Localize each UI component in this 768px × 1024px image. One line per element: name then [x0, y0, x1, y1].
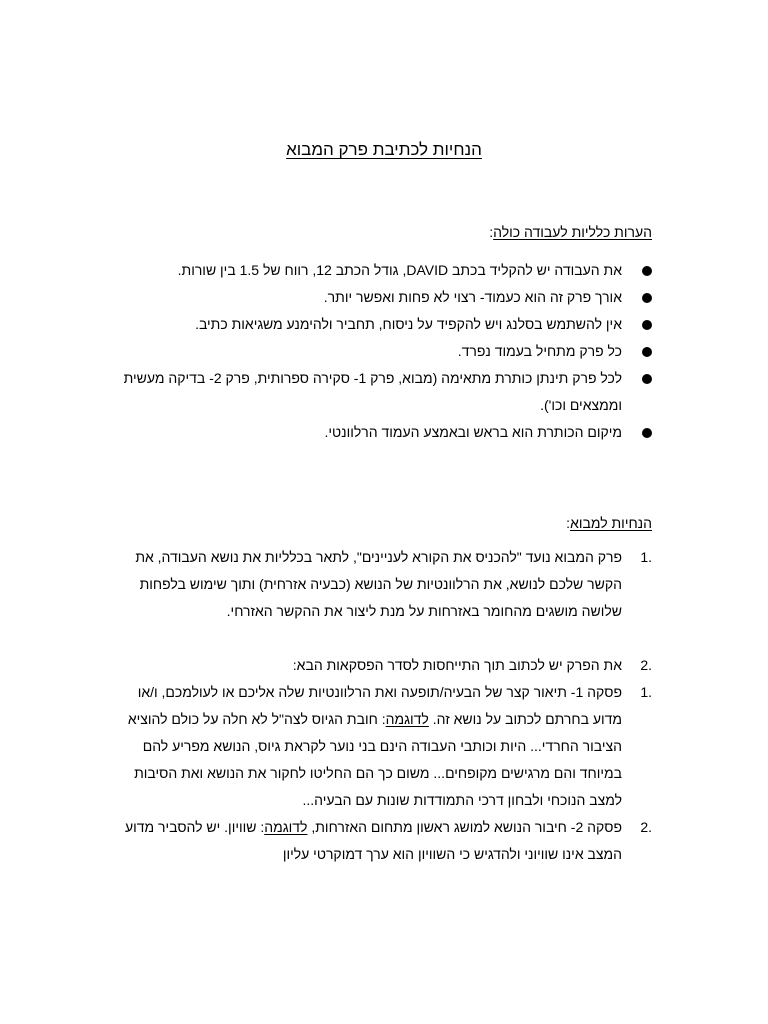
numbered-item: [122, 679, 652, 814]
page-title: הנחיות לכתיבת פרק המבוא: [286, 140, 482, 159]
intro-heading: [566, 513, 652, 533]
item-number: .1: [640, 549, 652, 565]
list-item: [122, 365, 652, 419]
item-text-post: : חובת הגיוס לצה"ל לא חלה על כולם להוציא הציבור החרדי... היות וכותבי העבודה הינם בני נוער לקראת גיוס, הנושא מפריע להם במיוחד והם מרגישים מקופחים... משום כך הם החליטו לחקור את הנושא ואת הסיבות למצב הנוכחי ולבחון דרכי התמודדות שונות עם הבעיה...: [127, 711, 622, 808]
numbered-item: [122, 544, 652, 625]
general-heading-colon: :: [489, 224, 494, 240]
example-label: לדוגמה: [385, 711, 429, 727]
item-text: את הפרק יש לכתוב תוך התייחסות לסדר הפסקאות הבא:: [292, 657, 622, 673]
item-number: .1: [640, 684, 652, 700]
general-notes-list: [122, 257, 652, 446]
bullet-icon: [642, 293, 652, 303]
bullet-icon: [642, 428, 652, 438]
numbered-item: [122, 652, 652, 679]
list-item-text: כל פרק מתחיל בעמוד נפרד.: [457, 343, 622, 359]
list-item-text: לכל פרק תינתן כותרת מתאימה (מבוא, פרק 1- סקירה ספרותית, פרק 2- בדיקה מעשית וממצאים וכו').: [123, 370, 622, 413]
intro-heading-text: הנחיות למבוא: [570, 515, 652, 531]
general-heading: [489, 222, 652, 242]
item-text-pre: פסקה 2- חיבור הנושא למושג ראשון מתחום האזרחות,: [307, 819, 622, 835]
list-item: [122, 257, 652, 284]
item-text-post: : שוויון. יש להסביר מדוע המצב אינו שוויוני ולהדגיש כי השוויון הוא ערך דמוקרטי עליון: [124, 819, 622, 862]
intro-guidelines-list: [122, 544, 652, 868]
numbered-item: [122, 814, 652, 868]
intro-heading-colon: :: [566, 515, 571, 531]
bullet-icon: [642, 374, 652, 384]
general-heading-text: הערות כלליות לעבודה כולה: [493, 224, 652, 240]
list-item: [122, 338, 652, 365]
list-item: [122, 311, 652, 338]
list-item-text: את העבודה יש להקליד בכתב DAVID, גודל הכתב 12, רווח של 1.5 בין שורות.: [177, 262, 622, 278]
item-number: .2: [640, 657, 652, 673]
item-number: .2: [640, 819, 652, 835]
spacer: [122, 625, 652, 652]
bullet-icon: [642, 266, 652, 276]
list-item-text: אורך פרק זה הוא כעמוד- רצוי לא פחות ואפשר יותר.: [323, 289, 622, 305]
list-item: [122, 419, 652, 446]
list-item: [122, 284, 652, 311]
bullet-icon: [642, 347, 652, 357]
list-item-text: אין להשתמש בסלנג ויש להקפיד על ניסוח, תחביר ולהימנע משגיאות כתיב.: [195, 316, 622, 332]
item-text-pre: פסקה 1- תיאור קצר של הבעיה/תופעה ואת הרלוונטיות שלה אליכם או לעולמכם, ו/או מדוע בחרתם לכתוב על נושא זה.: [137, 684, 622, 727]
item-text: פרק המבוא נועד "להכניס את הקורא לעניינים", לתאר בכלליות את נושא העבודה, את הקשר שלכם לנושא, את הרלוונטיות של הנושא (כבעיה אזרחית) ותוך שימוש בלפחות שלושה מושגים מהחומר באזרחות על מנת ליצור את ההקשר האזרחי.: [135, 549, 622, 619]
list-item-text: מיקום הכותרת הוא בראש ובאמצע העמוד הרלוונטי.: [324, 424, 622, 440]
example-label: לדוגמה: [264, 819, 308, 835]
bullet-icon: [642, 320, 652, 330]
